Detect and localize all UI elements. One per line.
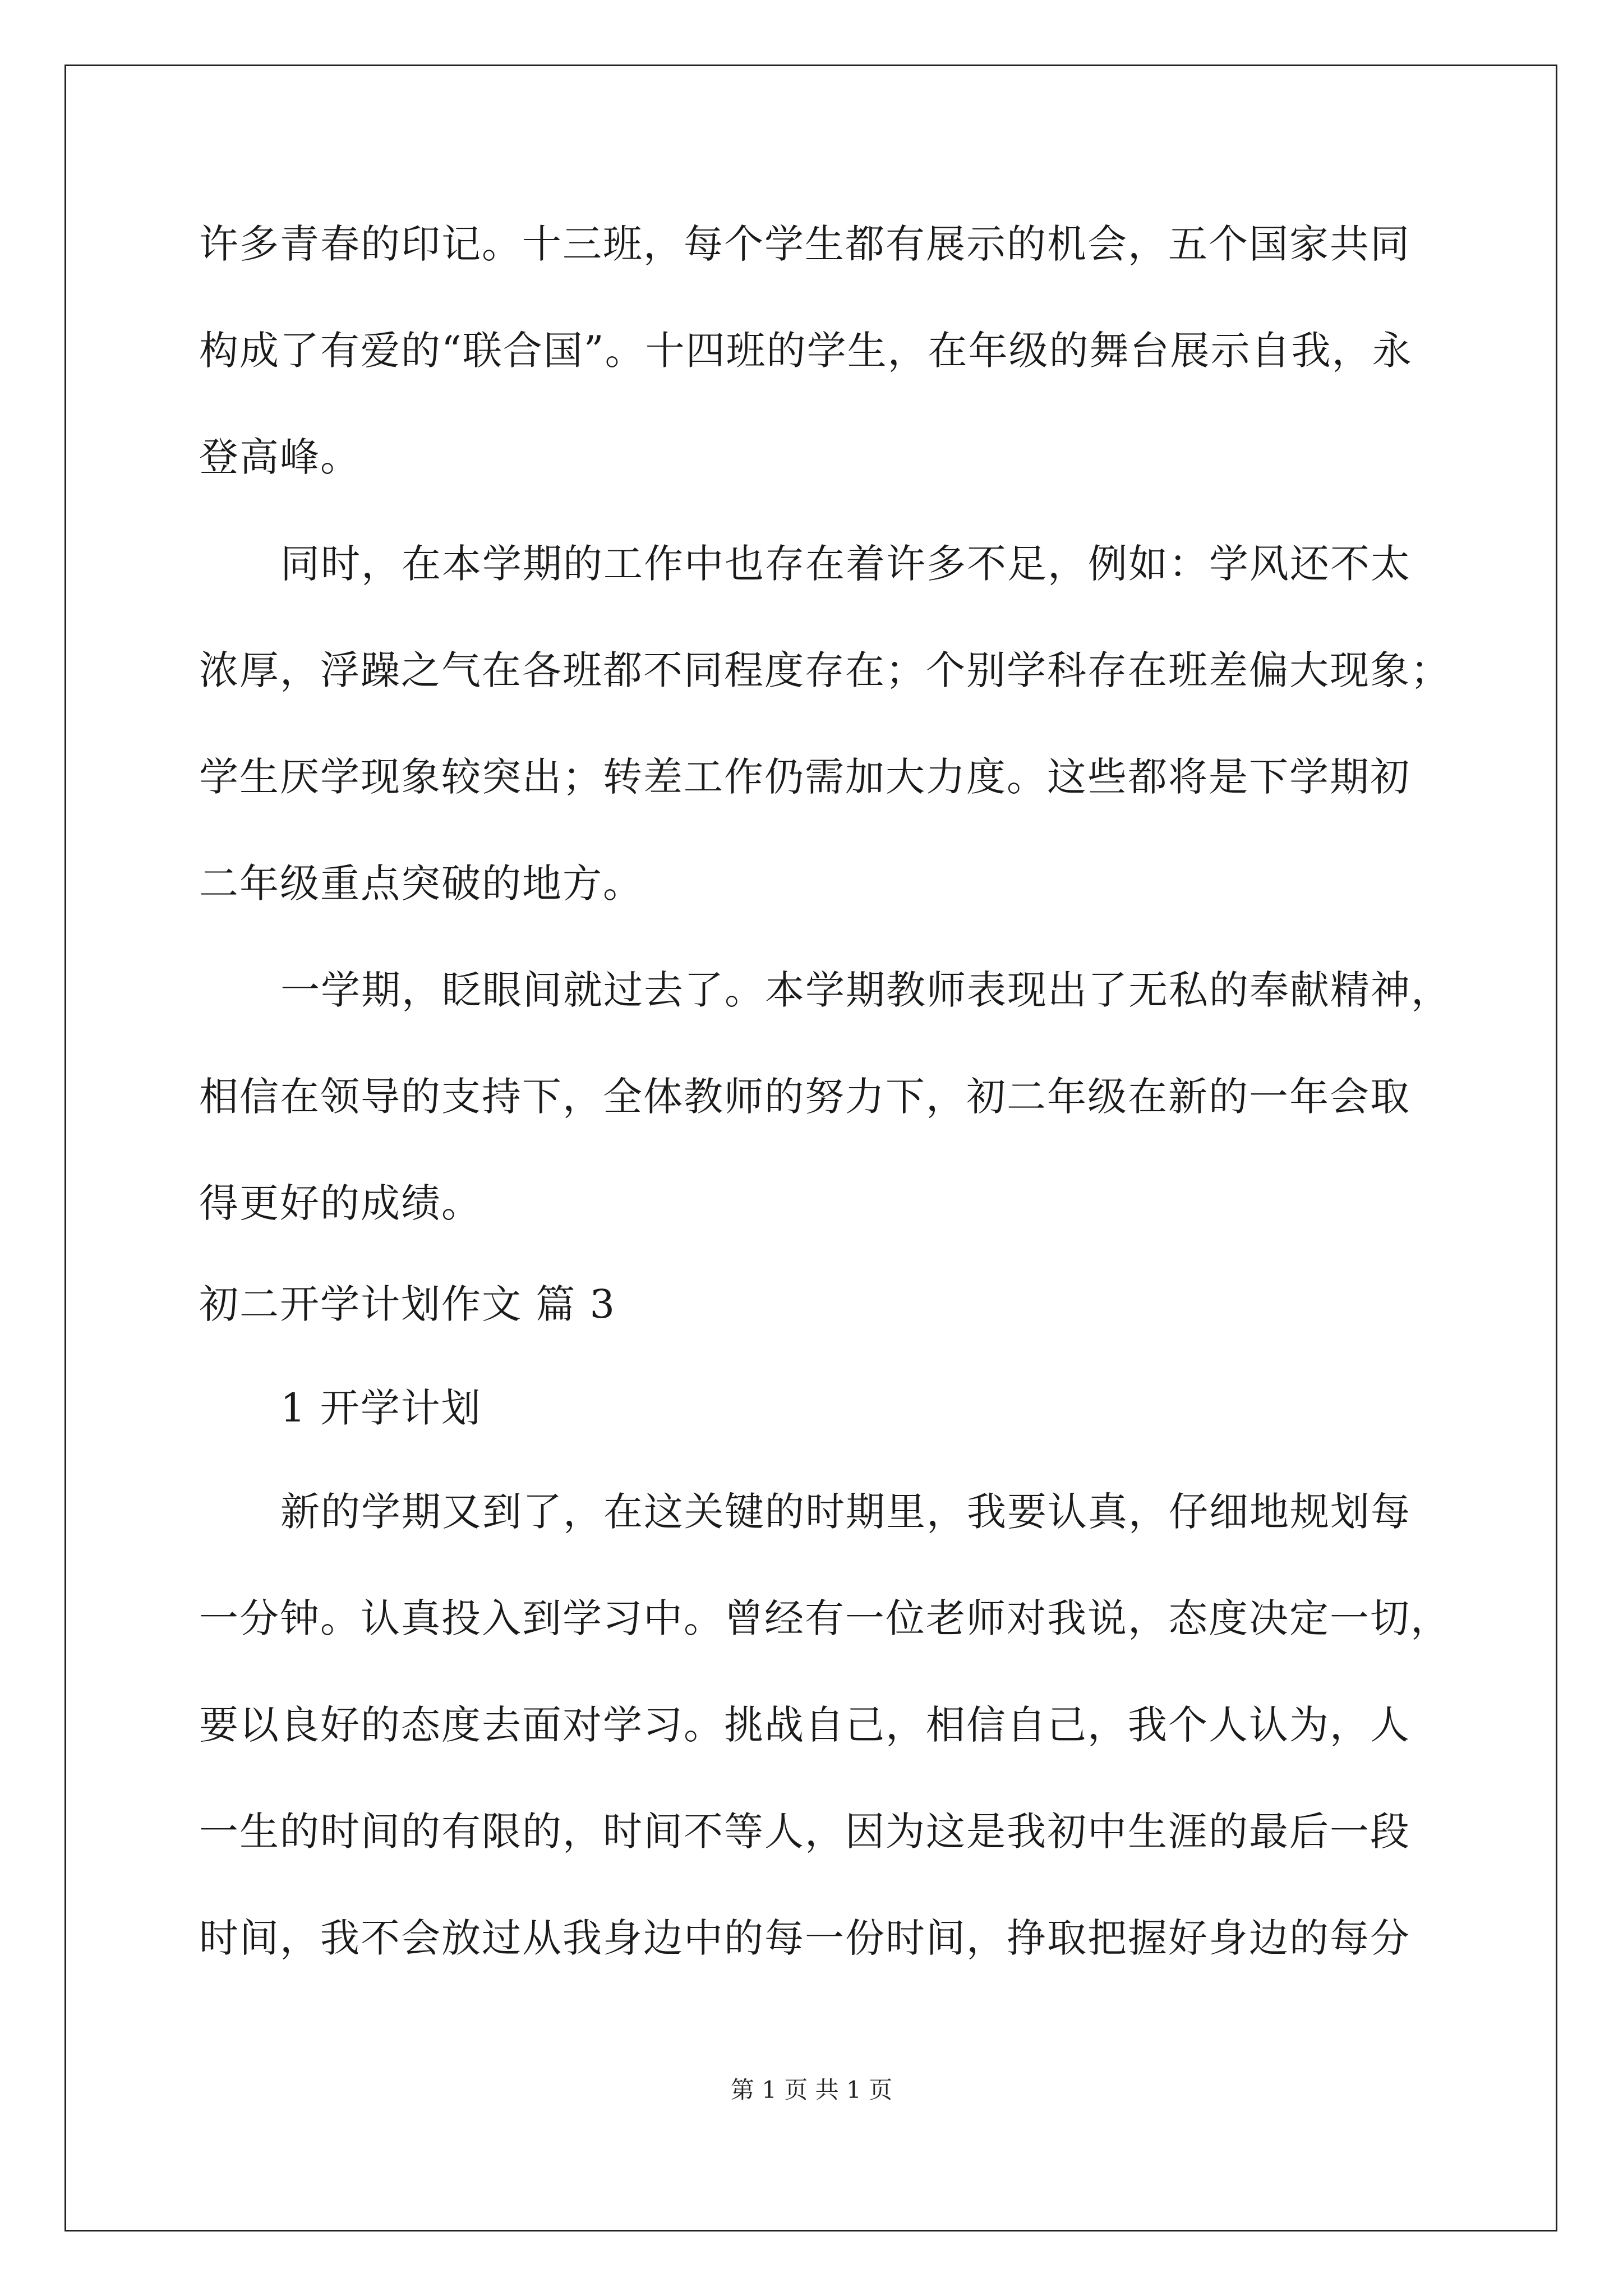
paragraph-4-line-5: 时间，我不会放过从我身边中的每一份时间，挣取把握好身边的每分 xyxy=(199,1915,1410,1961)
page-number-footer: 第 1 页 共 1 页 xyxy=(730,2076,893,2104)
subheading: 1 开学计划 xyxy=(280,1385,482,1431)
paragraph-4-line-2: 一分钟。认真投入到学习中。曾经有一位老师对我说，态度决定一切， xyxy=(199,1595,1451,1641)
paragraph-3-line-2: 相信在领导的支持下，全体教师的努力下，初二年级在新的一年会取 xyxy=(199,1074,1410,1120)
paragraph-2-line-4: 二年级重点突破的地方。 xyxy=(199,861,643,907)
paragraph-1-line-3: 登高峰。 xyxy=(199,434,361,480)
paragraph-1-line-1: 许多青春的印记。十三班，每个学生都有展示的机会，五个国家共同 xyxy=(199,221,1410,267)
page-border xyxy=(64,65,1557,2231)
paragraph-2-line-1: 同时，在本学期的工作中也存在着许多不足，例如：学风还不太 xyxy=(280,541,1411,587)
paragraph-3-line-1: 一学期，眨眼间就过去了。本学期教师表现出了无私的奉献精神， xyxy=(280,967,1451,1013)
section-heading: 初二开学计划作文 篇 3 xyxy=(199,1281,616,1327)
paragraph-2-line-3: 学生厌学现象较突出；转差工作仍需加大力度。这些都将是下学期初 xyxy=(199,754,1410,800)
paragraph-4-line-3: 要以良好的态度去面对学习。挑战自己，相信自己，我个人认为，人 xyxy=(199,1702,1410,1748)
paragraph-3-line-3: 得更好的成绩。 xyxy=(199,1180,482,1226)
paragraph-4-line-1: 新的学期又到了，在这关键的时期里，我要认真，仔细地规划每 xyxy=(280,1489,1411,1535)
paragraph-1-line-2: 构成了有爱的“联合国”。十四班的学生，在年级的舞台展示自我，永 xyxy=(199,328,1413,374)
paragraph-4-line-4: 一生的时间的有限的，时间不等人，因为这是我初中生涯的最后一段 xyxy=(199,1809,1410,1855)
paragraph-2-line-2: 浓厚，浮躁之气在各班都不同程度存在；个别学科存在班差偏大现象； xyxy=(199,647,1451,693)
